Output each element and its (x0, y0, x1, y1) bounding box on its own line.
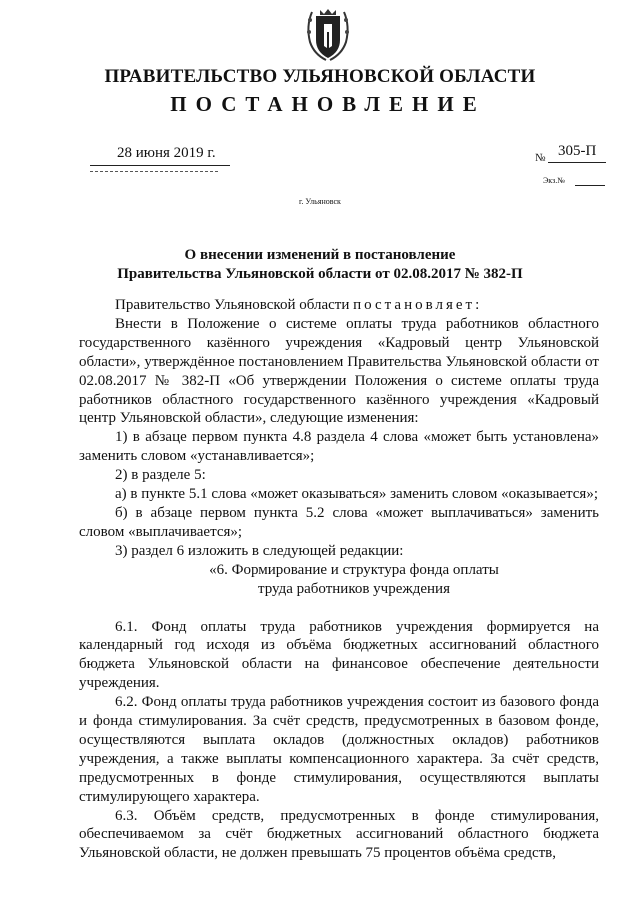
intro-subject: Правительство Ульяновской области (115, 297, 350, 313)
city: г. Ульяновск (299, 197, 341, 206)
coat-of-arms-emblem (302, 6, 354, 62)
paragraph-item-2b: б) в абзаце первом пункта 5.2 слова «может выплачиваться» заменить словом «выплачивается»; (79, 504, 599, 540)
copy-number-line (575, 185, 605, 186)
title-line-1: О внесении изменений в постановление (184, 247, 456, 263)
paragraph-item-2a: а) в пункте 5.1 слова «может оказываться» заменить словом «оказывается»; (115, 486, 599, 503)
document-date: 28 июня 2019 г. (117, 145, 216, 161)
document-title (60, 246, 580, 284)
title-line-2: Правительства Ульяновской области от 02.08.2017 № 382-П (117, 266, 523, 282)
document-type: ПОСТАНОВЛЕНИЕ (170, 92, 486, 116)
document-number: 305-П (558, 143, 597, 159)
intro-paragraph (79, 296, 599, 315)
paragraph-6-2: 6.2. Фонд оплаты труда работников учреждения состоит из базового фонда и фонда стимулирования. За счёт средств, предусмотренных в базовом фонде, осуществляются выплата окладов (должностных окладов) работников учреждения, а также выплаты компенсационного характера. За счёт средств, предусмотренных в фонде стимулирования, осуществляются выплаты стимулирующего характера. (79, 694, 599, 805)
government-name: ПРАВИТЕЛЬСТВО УЛЬЯНОВСКОЙ ОБЛАСТИ (104, 66, 536, 87)
blank-line (79, 599, 599, 618)
section-heading-line-2: труда работников учреждения (257, 580, 450, 597)
number-underline (548, 162, 606, 163)
paragraph-item-2: 2) в разделе 5: (115, 467, 206, 484)
paragraph-item-3: 3) раздел 6 изложить в следующей редакции: (115, 542, 404, 559)
document-body (79, 296, 599, 863)
date-dashed-line (90, 171, 218, 172)
paragraph-main: Внести в Положение о системе оплаты труда работников областного государственного казённого учреждения «Кадровый центр Ульяновской области», утверждённое постановлением Правительства Ульяновской области от 02.08.2017 № 382-П «Об утверждении Положения о системе оплаты труда работников областного государственного казённого учреждения «Кадровый центр Ульяновской области», следующие изменения: (79, 315, 599, 427)
intro-verb: постановляет: (353, 297, 483, 313)
paragraph-6-3: 6.3. Объём средств, предусмотренных в фонде стимулирования, обеспечиваемом за счёт бюджетных ассигнований областного бюджета Ульяновской области, не должен превышать 75 процентов объёма средств, (79, 807, 599, 862)
date-underline (90, 165, 230, 166)
section-heading-line-1: «6. Формирование и структура фонда оплаты (209, 561, 499, 578)
paragraph-item-1: 1) в абзаце первом пункта 4.8 раздела 4 слова «может быть установлена» заменить словом «устанавливается»; (79, 429, 599, 465)
number-sign: № (535, 152, 546, 164)
copy-number-label: Экз.№ (543, 176, 565, 185)
paragraph-6-1: 6.1. Фонд оплаты труда работников учреждения формируется на календарный год исходя из объёма бюджетных ассигнований областного бюджета Ульяновской области на финансовое обеспечение деятельности учреждения. (79, 618, 599, 692)
